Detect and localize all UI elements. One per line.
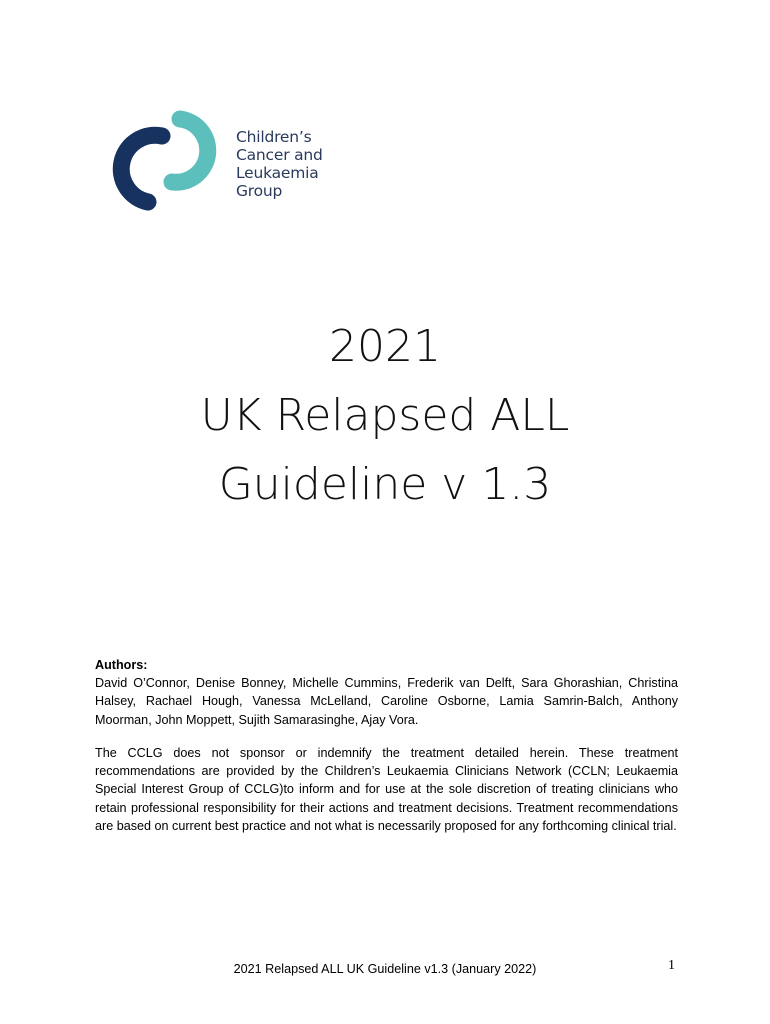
logo-line-4: Group <box>236 182 283 200</box>
authors-names: David O’Connor, Denise Bonney, Michelle Cummins, Frederik van Delft, Sara Ghorashian, Christina Halsey, Rachael Hough, Vanessa McLelland, Caroline Osborne, Lamia Samrin-Balch, Anthony Moorman, John Moppett, Sujith Samarasinghe, Ajay Vora. <box>95 676 678 727</box>
logo-line-2: Cancer and <box>236 146 323 164</box>
cclg-logo <box>110 106 340 218</box>
authors-heading: Authors: <box>95 658 148 672</box>
logo-line-3: Leukaemia <box>236 164 319 182</box>
title-main: UK Relapsed ALL <box>200 390 570 441</box>
page-footer: 2021 Relapsed ALL UK Guideline v1.3 (January 2022) <box>233 962 537 976</box>
disclaimer-paragraph: The CCLG does not sponsor or indemnify the treatment detailed herein. These treatment recommendations are provided by the Children’s Leukaemia Clinicians Network (CCLN; Leukaemia Special Interest Group of CCLG)to inform and for use at the sole discretion of treating clinicians who retain professional responsibility for their actions and treatment decisions. Treatment recommendations are based on current best practice and not what is necessarily proposed for any forthcoming clinical trial. <box>95 746 678 833</box>
page-number: 1 <box>668 958 675 973</box>
title-version: Guideline v 1.3 <box>218 459 552 510</box>
logo-line-1: Children’s <box>236 128 312 146</box>
document-title <box>0 312 770 519</box>
logo-wordmark <box>236 128 323 200</box>
title-year: 2021 <box>329 321 441 372</box>
cclg-logo-icon <box>110 106 228 218</box>
authors-section <box>95 656 678 729</box>
